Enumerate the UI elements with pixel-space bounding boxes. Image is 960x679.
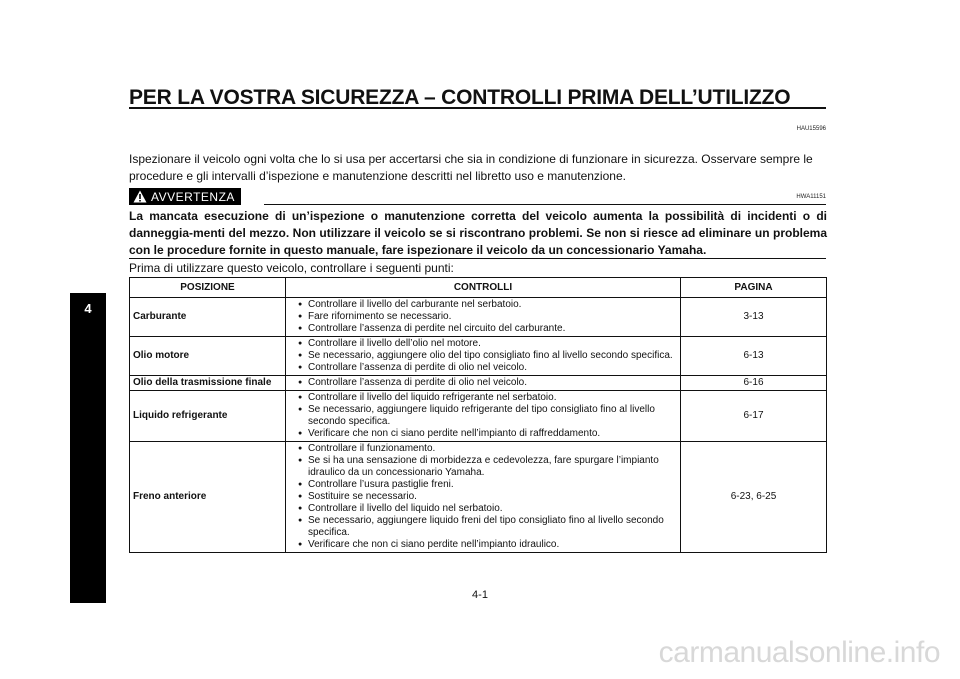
row-page: 3-13 xyxy=(681,298,827,337)
list-item: ● Sostituire se necessario. xyxy=(298,491,676,503)
row-position: Carburante xyxy=(130,298,286,337)
page-number: 4-1 xyxy=(472,589,488,601)
title-underline xyxy=(129,107,826,109)
row-position: Olio della trasmissione finale xyxy=(130,376,286,391)
list-item: ● Controllare l’usura pastiglie freni. xyxy=(298,479,676,491)
row-position: Olio motore xyxy=(130,337,286,376)
list-item: ● Se si ha una sensazione di morbidezza e cedevolezza, fare spurgare l’impianto idraulico da un concessionario Yamaha. xyxy=(298,455,676,479)
table-row xyxy=(130,337,827,376)
list-item: ● Se necessario, aggiungere olio del tipo consigliato fino al livello secondo specifica. xyxy=(298,350,676,362)
warning-end-rule xyxy=(129,258,826,259)
table-row xyxy=(130,391,827,442)
row-page: 6-16 xyxy=(681,376,827,391)
list-item: ● Se necessario, aggiungere liquido freni del tipo consigliato fino al livello secondo specifica. xyxy=(298,515,676,539)
list-item: ● Controllare il livello del liquido refrigerante nel serbatoio. xyxy=(298,392,676,404)
header-page: PAGINA xyxy=(681,278,827,298)
warning-text: La mancata esecuzione di un’ispezione o manutenzione corretta del veicolo aumenta la possibilità di incidenti o di danneggia-menti del mezzo. Non utilizzare il veicolo se si riscontrano problemi. Se non si riesce ad eliminare un problema con le procedure fornite in questo manuale, fare ispezionare il veicolo da un concessionario Yamaha. xyxy=(129,209,827,257)
lead-text: Prima di utilizzare questo veicolo, controllare i seguenti punti: xyxy=(129,261,454,275)
warning-code: HWA11151 xyxy=(796,194,826,200)
page-title: PER LA VOSTRA SICUREZZA – CONTROLLI PRIMA DELL’UTILIZZO xyxy=(129,86,791,109)
table-header-row xyxy=(130,278,827,298)
row-page: 6-23, 6-25 xyxy=(681,442,827,553)
warning-label: AVVERTENZA xyxy=(151,189,235,204)
table-row xyxy=(130,442,827,553)
header-checks: CONTROLLI xyxy=(286,278,681,298)
row-checks xyxy=(286,391,681,442)
row-checks xyxy=(286,337,681,376)
watermark: carmanualsonline.info xyxy=(658,636,940,669)
list-item: ● Controllare l’assenza di perdite di olio nel veicolo. xyxy=(298,362,676,374)
table-row xyxy=(130,376,827,391)
warning-rule xyxy=(264,204,826,205)
warning-badge xyxy=(129,188,241,205)
intro-code: HAU15596 xyxy=(796,126,826,132)
table-row xyxy=(130,298,827,337)
list-item: ● Controllare l’assenza di perdite di olio nel veicolo. xyxy=(298,377,676,389)
row-checks xyxy=(286,442,681,553)
row-checks xyxy=(286,298,681,337)
row-position: Freno anteriore xyxy=(130,442,286,553)
list-item: ● Verificare che non ci siano perdite nell’impianto idraulico. xyxy=(298,539,676,551)
list-item: ● Controllare il livello dell’olio nel motore. xyxy=(298,338,676,350)
checks-table xyxy=(129,277,827,553)
list-item: ● Se necessario, aggiungere liquido refrigerante del tipo consigliato fino al livello secondo specifica. xyxy=(298,404,676,428)
intro-paragraph: Ispezionare il veicolo ogni volta che lo si usa per accertarsi che sia in condizione di funzionare in sicurezza. Osservare sempre le procedure e gli intervalli d’ispezione e manutenzione descritti nel libretto uso e manutenzione. xyxy=(129,152,813,183)
chapter-number: 4 xyxy=(84,301,92,316)
list-item: ● Fare rifornimento se necessario. xyxy=(298,311,676,323)
header-position: POSIZIONE xyxy=(130,278,286,298)
list-item: ● Verificare che non ci siano perdite nell’impianto di raffreddamento. xyxy=(298,428,676,440)
list-item: ● Controllare il funzionamento. xyxy=(298,443,676,455)
chapter-tab xyxy=(70,293,106,603)
list-item: ● Controllare l’assenza di perdite nel circuito del carburante. xyxy=(298,323,676,335)
row-position: Liquido refrigerante xyxy=(130,391,286,442)
list-item: ● Controllare il livello del carburante nel serbatoio. xyxy=(298,299,676,311)
row-checks xyxy=(286,376,681,391)
row-page: 6-17 xyxy=(681,391,827,442)
list-item: ● Controllare il livello del liquido nel serbatoio. xyxy=(298,503,676,515)
row-page: 6-13 xyxy=(681,337,827,376)
warning-triangle-icon xyxy=(133,190,147,203)
